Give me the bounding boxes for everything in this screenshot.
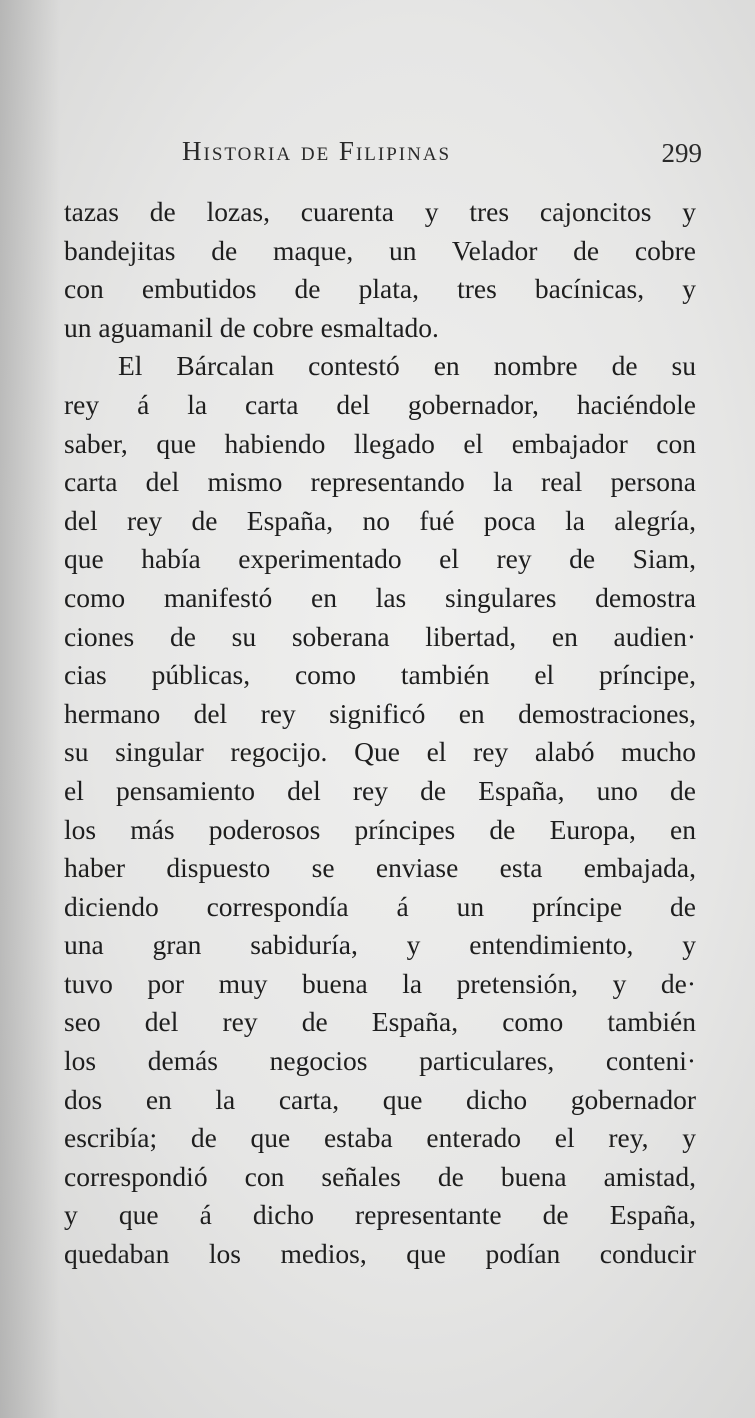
running-title: Historia de Filipinas <box>182 136 452 166</box>
text-line: rey á la carta del gobernador, haciéndole <box>64 388 696 420</box>
text-line: del rey de España, no fué poca la alegría, <box>64 504 696 536</box>
text-line: dos en la carta, que dicho gobernador <box>64 1083 696 1115</box>
text-line: El Bárcalan contestó en nombre de su <box>118 350 696 382</box>
text-line: saber, que habiendo llegado el embajador con <box>64 427 696 459</box>
page-header <box>172 136 702 176</box>
text-line: los demás negocios particulares, conteni· <box>64 1045 696 1077</box>
body-text <box>64 193 696 1274</box>
text-line: escribía; de que estaba enterado el rey, y <box>64 1122 696 1154</box>
text-line: y que á dicho representante de España, <box>64 1199 696 1231</box>
text-line: diciendo correspondía á un príncipe de <box>64 890 696 922</box>
text-line: su singular regocijo. Que el rey alabó mucho <box>64 736 696 768</box>
text-line: quedaban los medios, que podían conducir <box>64 1238 696 1270</box>
text-line: los más poderosos príncipes de Europa, en <box>64 813 696 845</box>
text-line: tazas de lozas, cuarenta y tres cajoncitos y <box>64 196 696 227</box>
text-line: cias públicas, como también el príncipe, <box>64 659 696 691</box>
text-line: un aguamanil de cobre esmaltado. <box>64 311 439 343</box>
text-line: tuvo por muy buena la pretensión, y de· <box>64 967 696 999</box>
text-line: como manifestó en las singulares demostra <box>64 581 696 613</box>
text-line: haber dispuesto se enviase esta embajada, <box>64 852 696 884</box>
text-line: una gran sabiduría, y entendimiento, y <box>64 929 696 961</box>
text-line: bandejitas de maque, un Velador de cobre <box>64 234 696 266</box>
text-line: ciones de su soberana libertad, en audien· <box>64 620 696 652</box>
text-line: carta del mismo representando la real persona <box>64 466 696 498</box>
text-line: el pensamiento del rey de España, uno de <box>64 774 696 806</box>
text-line: seo del rey de España, como también <box>64 1006 696 1038</box>
text-line: con embutidos de plata, tres bacínicas, y <box>64 273 696 305</box>
text-line: que había experimentado el rey de Siam, <box>64 543 696 575</box>
text-line: correspondió con señales de buena amistad, <box>64 1160 696 1192</box>
page-number: 299 <box>661 138 702 168</box>
text-line: hermano del rey significó en demostraciones, <box>64 697 696 729</box>
